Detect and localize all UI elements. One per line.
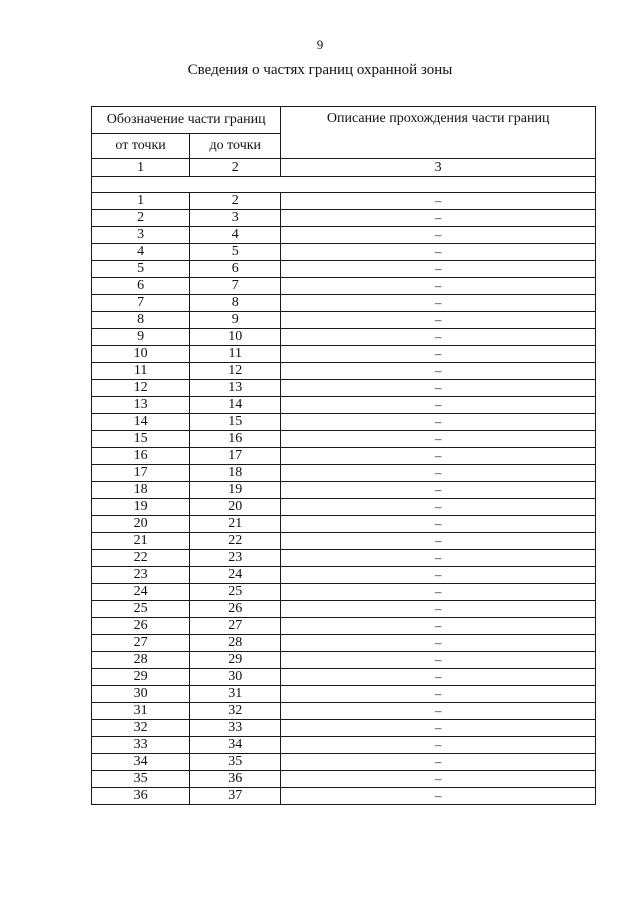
description-cell: – [281,210,596,227]
column-number-row [92,159,596,177]
table-row [92,329,596,346]
to-point-cell: 9 [190,312,281,329]
description-cell: – [281,346,596,363]
description-cell: – [281,771,596,788]
description-cell: – [281,193,596,210]
to-point-cell: 31 [190,686,281,703]
from-point-cell: 36 [92,788,190,805]
to-point-cell: 16 [190,431,281,448]
table-row [92,601,596,618]
to-point-cell: 17 [190,448,281,465]
description-cell: – [281,380,596,397]
document-title: Сведения о частях границ охранной зоны [187,62,453,78]
description-cell: – [281,312,596,329]
description-cell: – [281,295,596,312]
table-row [92,312,596,329]
description-cell: – [281,448,596,465]
table-row [92,550,596,567]
from-point-cell: 19 [92,499,190,516]
from-point-cell: 20 [92,516,190,533]
to-point-cell: 24 [190,567,281,584]
from-point-cell: 9 [92,329,190,346]
from-point-cell: 13 [92,397,190,414]
from-point-cell: 3 [92,227,190,244]
table-row [92,754,596,771]
page-number: 9 [316,37,324,52]
description-cell: – [281,618,596,635]
table-row [92,635,596,652]
to-point-cell: 7 [190,278,281,295]
description-cell: – [281,703,596,720]
table-row [92,210,596,227]
blank-separator-cell [92,177,596,193]
from-point-cell: 26 [92,618,190,635]
to-point-cell: 11 [190,346,281,363]
to-point-cell: 6 [190,261,281,278]
to-point-cell: 23 [190,550,281,567]
from-point-cell: 32 [92,720,190,737]
table-row [92,516,596,533]
from-point-cell: 5 [92,261,190,278]
to-point-cell: 12 [190,363,281,380]
to-point-cell: 29 [190,652,281,669]
description-cell: – [281,720,596,737]
description-cell: – [281,431,596,448]
table-row [92,720,596,737]
from-point-cell: 24 [92,584,190,601]
from-point-cell: 31 [92,703,190,720]
table-row [92,499,596,516]
table-row [92,448,596,465]
blank-separator-row [92,177,596,193]
table-row [92,771,596,788]
description-cell: – [281,261,596,278]
from-point-cell: 29 [92,669,190,686]
to-point-cell: 28 [190,635,281,652]
from-point-cell: 12 [92,380,190,397]
to-point-cell: 14 [190,397,281,414]
description-cell: – [281,329,596,346]
from-point-cell: 33 [92,737,190,754]
from-point-cell: 34 [92,754,190,771]
to-point-cell: 10 [190,329,281,346]
table-row [92,278,596,295]
table-row [92,669,596,686]
table-row [92,261,596,278]
table-row [92,227,596,244]
to-point-cell: 34 [190,737,281,754]
from-point-cell: 16 [92,448,190,465]
header-to-point: до точки [190,134,281,159]
description-cell: – [281,652,596,669]
to-point-cell: 37 [190,788,281,805]
from-point-cell: 17 [92,465,190,482]
from-point-cell: 8 [92,312,190,329]
table-row [92,397,596,414]
table-row [92,431,596,448]
to-point-cell: 26 [190,601,281,618]
column-number-3: 3 [281,159,596,177]
table-row [92,686,596,703]
description-cell: – [281,788,596,805]
description-cell: – [281,737,596,754]
to-point-cell: 22 [190,533,281,550]
from-point-cell: 11 [92,363,190,380]
description-cell: – [281,363,596,380]
from-point-cell: 21 [92,533,190,550]
description-cell: – [281,482,596,499]
table-row [92,737,596,754]
from-point-cell: 4 [92,244,190,261]
description-cell: – [281,584,596,601]
to-point-cell: 21 [190,516,281,533]
from-point-cell: 35 [92,771,190,788]
to-point-cell: 5 [190,244,281,261]
header-row-group [92,107,596,134]
table-row [92,193,596,210]
description-cell: – [281,601,596,618]
to-point-cell: 20 [190,499,281,516]
table-row [92,567,596,584]
to-point-cell: 25 [190,584,281,601]
table-row [92,380,596,397]
from-point-cell: 14 [92,414,190,431]
description-cell: – [281,414,596,431]
table-row [92,244,596,261]
from-point-cell: 27 [92,635,190,652]
description-cell: – [281,516,596,533]
table-row [92,346,596,363]
table-row [92,788,596,805]
from-point-cell: 23 [92,567,190,584]
to-point-cell: 32 [190,703,281,720]
to-point-cell: 8 [190,295,281,312]
to-point-cell: 15 [190,414,281,431]
from-point-cell: 18 [92,482,190,499]
description-cell: – [281,465,596,482]
boundary-parts-table [91,106,596,805]
table-row [92,465,596,482]
table-row [92,703,596,720]
from-point-cell: 25 [92,601,190,618]
header-boundary-description: Описание прохождения части границ [281,107,596,159]
description-cell: – [281,669,596,686]
table-row [92,414,596,431]
to-point-cell: 18 [190,465,281,482]
description-cell: – [281,635,596,652]
to-point-cell: 36 [190,771,281,788]
header-from-point: от точки [92,134,190,159]
table-row [92,584,596,601]
table-row [92,533,596,550]
table-row [92,295,596,312]
to-point-cell: 33 [190,720,281,737]
description-cell: – [281,550,596,567]
description-cell: – [281,397,596,414]
to-point-cell: 2 [190,193,281,210]
description-cell: – [281,244,596,261]
from-point-cell: 2 [92,210,190,227]
to-point-cell: 3 [190,210,281,227]
description-cell: – [281,499,596,516]
from-point-cell: 15 [92,431,190,448]
table-row [92,652,596,669]
from-point-cell: 6 [92,278,190,295]
to-point-cell: 35 [190,754,281,771]
description-cell: – [281,533,596,550]
from-point-cell: 30 [92,686,190,703]
from-point-cell: 1 [92,193,190,210]
description-cell: – [281,227,596,244]
from-point-cell: 22 [92,550,190,567]
to-point-cell: 4 [190,227,281,244]
column-number-1: 1 [92,159,190,177]
description-cell: – [281,278,596,295]
column-number-2: 2 [190,159,281,177]
table-row [92,363,596,380]
table-row [92,618,596,635]
from-point-cell: 28 [92,652,190,669]
header-boundary-designation: Обозначение части границ [92,107,281,134]
description-cell: – [281,567,596,584]
to-point-cell: 27 [190,618,281,635]
description-cell: – [281,754,596,771]
to-point-cell: 19 [190,482,281,499]
from-point-cell: 7 [92,295,190,312]
description-cell: – [281,686,596,703]
from-point-cell: 10 [92,346,190,363]
table-row [92,482,596,499]
to-point-cell: 13 [190,380,281,397]
to-point-cell: 30 [190,669,281,686]
